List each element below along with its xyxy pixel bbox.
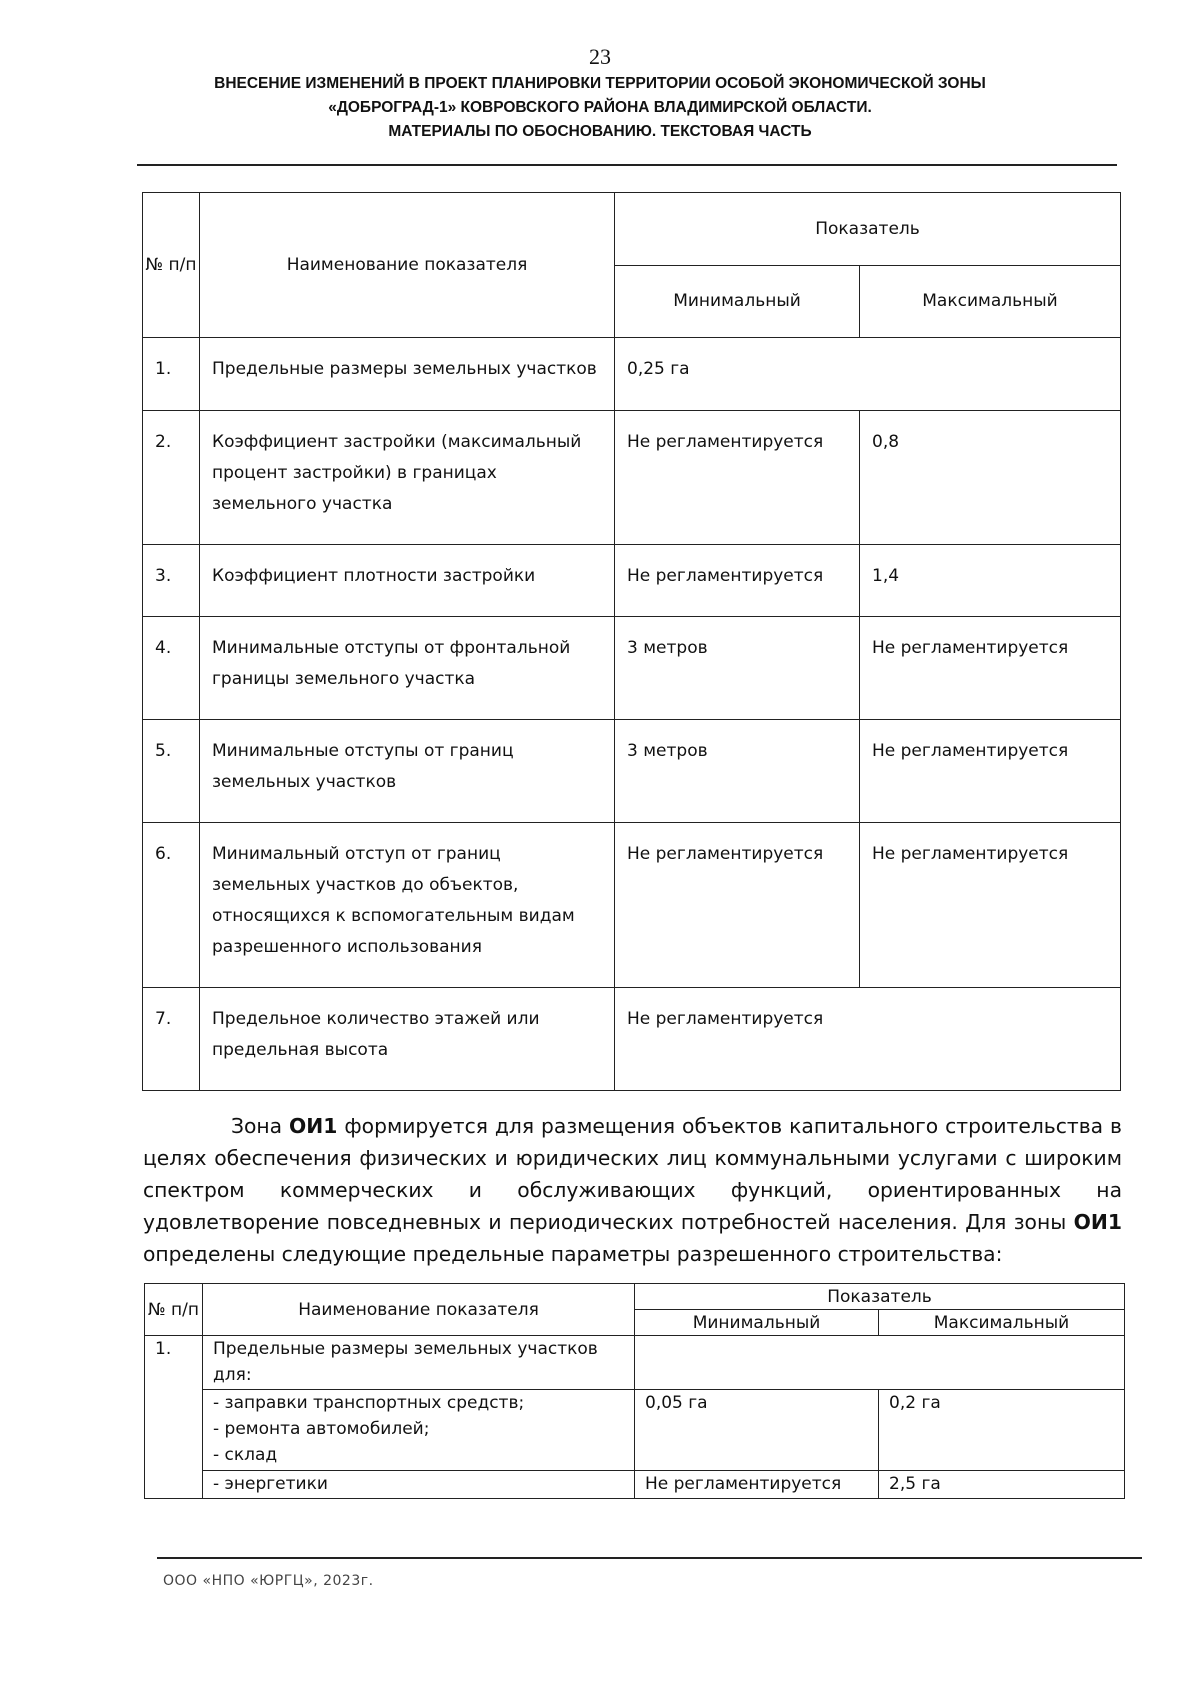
row-min: Не регламентируется [615, 411, 860, 545]
row-max: Не регламентируется [860, 617, 1121, 720]
row-min: 0,05 га [635, 1390, 879, 1471]
row-max: 0,8 [860, 411, 1121, 545]
footer-divider [157, 1557, 1142, 1559]
row-min: 3 метров [615, 617, 860, 720]
paragraph-text: определены следующие предельные параметры разрешенного строительства: [143, 1242, 1003, 1266]
table-row [145, 1471, 1125, 1499]
row-max: 2,5 га [879, 1471, 1125, 1499]
row-num: 1. [145, 1336, 203, 1499]
row-name: Предельные размеры земельных участков для: [203, 1336, 635, 1390]
table-row [143, 338, 1121, 411]
header-line: МАТЕРИАЛЫ ПО ОБОСНОВАНИЮ. ТЕКСТОВАЯ ЧАСТЬ [388, 123, 812, 140]
table-row [145, 1390, 1125, 1471]
table-row [143, 545, 1121, 617]
row-name: Минимальные отступы от границ земельных участков [200, 720, 615, 823]
parameters-table [142, 192, 1121, 1091]
header-indicator: Показатель [615, 193, 1121, 266]
row-num: 3. [143, 545, 200, 617]
oi1-parameters-table [144, 1283, 1125, 1499]
header-name: Наименование показателя [203, 1284, 635, 1336]
header-min: Минимальный [615, 266, 860, 338]
row-min: Не регламентируется [615, 823, 860, 988]
list-item: - склад [213, 1445, 278, 1465]
row-num: 1. [143, 338, 200, 411]
header-name: Наименование показателя [200, 193, 615, 338]
row-name: - энергетики [203, 1471, 635, 1499]
list-item: - ремонта автомобилей; [213, 1419, 430, 1439]
paragraph-text: Зона [231, 1114, 290, 1138]
row-max: Не регламентируется [860, 823, 1121, 988]
zone-description [143, 1110, 1122, 1270]
row-max: Не регламентируется [860, 720, 1121, 823]
zone-code: ОИ1 [289, 1114, 338, 1138]
table-row [145, 1336, 1125, 1390]
row-value: Не регламентируется [615, 988, 1121, 1091]
row-name: Минимальный отступ от границ земельных участков до объектов, относящихся к вспомогательным видам разрешенного использования [200, 823, 615, 988]
header-line: ВНЕСЕНИЕ ИЗМЕНЕНИЙ В ПРОЕКТ ПЛАНИРОВКИ ТЕРРИТОРИИ ОСОБОЙ ЭКОНОМИЧЕСКОЙ ЗОНЫ [214, 75, 986, 92]
row-max: 0,2 га [879, 1390, 1125, 1471]
row-name: Предельное количество этажей или предельная высота [200, 988, 615, 1091]
row-value [635, 1336, 1125, 1390]
footer-company: ООО «НПО «ЮРГЦ», 2023г. [163, 1573, 374, 1589]
table-row [143, 988, 1121, 1091]
header-max: Максимальный [860, 266, 1121, 338]
table-row [143, 617, 1121, 720]
row-name: Предельные размеры земельных участков [200, 338, 615, 411]
header-min: Минимальный [635, 1310, 879, 1336]
table-row [143, 823, 1121, 988]
row-name: Минимальные отступы от фронтальной границы земельного участка [200, 617, 615, 720]
zone-code: ОИ1 [1073, 1210, 1122, 1234]
row-num: 6. [143, 823, 200, 988]
row-num: 7. [143, 988, 200, 1091]
page-number: 23 [589, 44, 611, 69]
row-num: 4. [143, 617, 200, 720]
header-divider [137, 164, 1117, 166]
document-header [130, 72, 1070, 144]
row-num: 2. [143, 411, 200, 545]
header-line: «ДОБРОГРАД-1» КОВРОВСКОГО РАЙОНА ВЛАДИМИРСКОЙ ОБЛАСТИ. [328, 99, 872, 116]
table-row [143, 720, 1121, 823]
row-min: 3 метров [615, 720, 860, 823]
row-name: Коэффициент застройки (максимальный процент застройки) в границах земельного участка [200, 411, 615, 545]
row-min: Не регламентируется [635, 1471, 879, 1499]
paragraph-text: формируется для размещения объектов капитального строительства в целях обеспечения физических и юридических лиц коммунальными услугами с широким спектром коммерческих и обслуживающих функций, ориентированных на удовлетворение повседневных и периодических потребностей населения. Для зоны [143, 1114, 1122, 1234]
header-num: № п/п [145, 1284, 203, 1336]
row-max: 1,4 [860, 545, 1121, 617]
row-value: 0,25 га [615, 338, 1121, 411]
list-item: - заправки транспортных средств; [213, 1393, 525, 1413]
row-num: 5. [143, 720, 200, 823]
row-name: Коэффициент плотности застройки [200, 545, 615, 617]
header-num: № п/п [143, 193, 200, 338]
header-max: Максимальный [879, 1310, 1125, 1336]
table-row [143, 411, 1121, 545]
row-name [203, 1390, 635, 1471]
row-min: Не регламентируется [615, 545, 860, 617]
header-indicator: Показатель [635, 1284, 1125, 1310]
